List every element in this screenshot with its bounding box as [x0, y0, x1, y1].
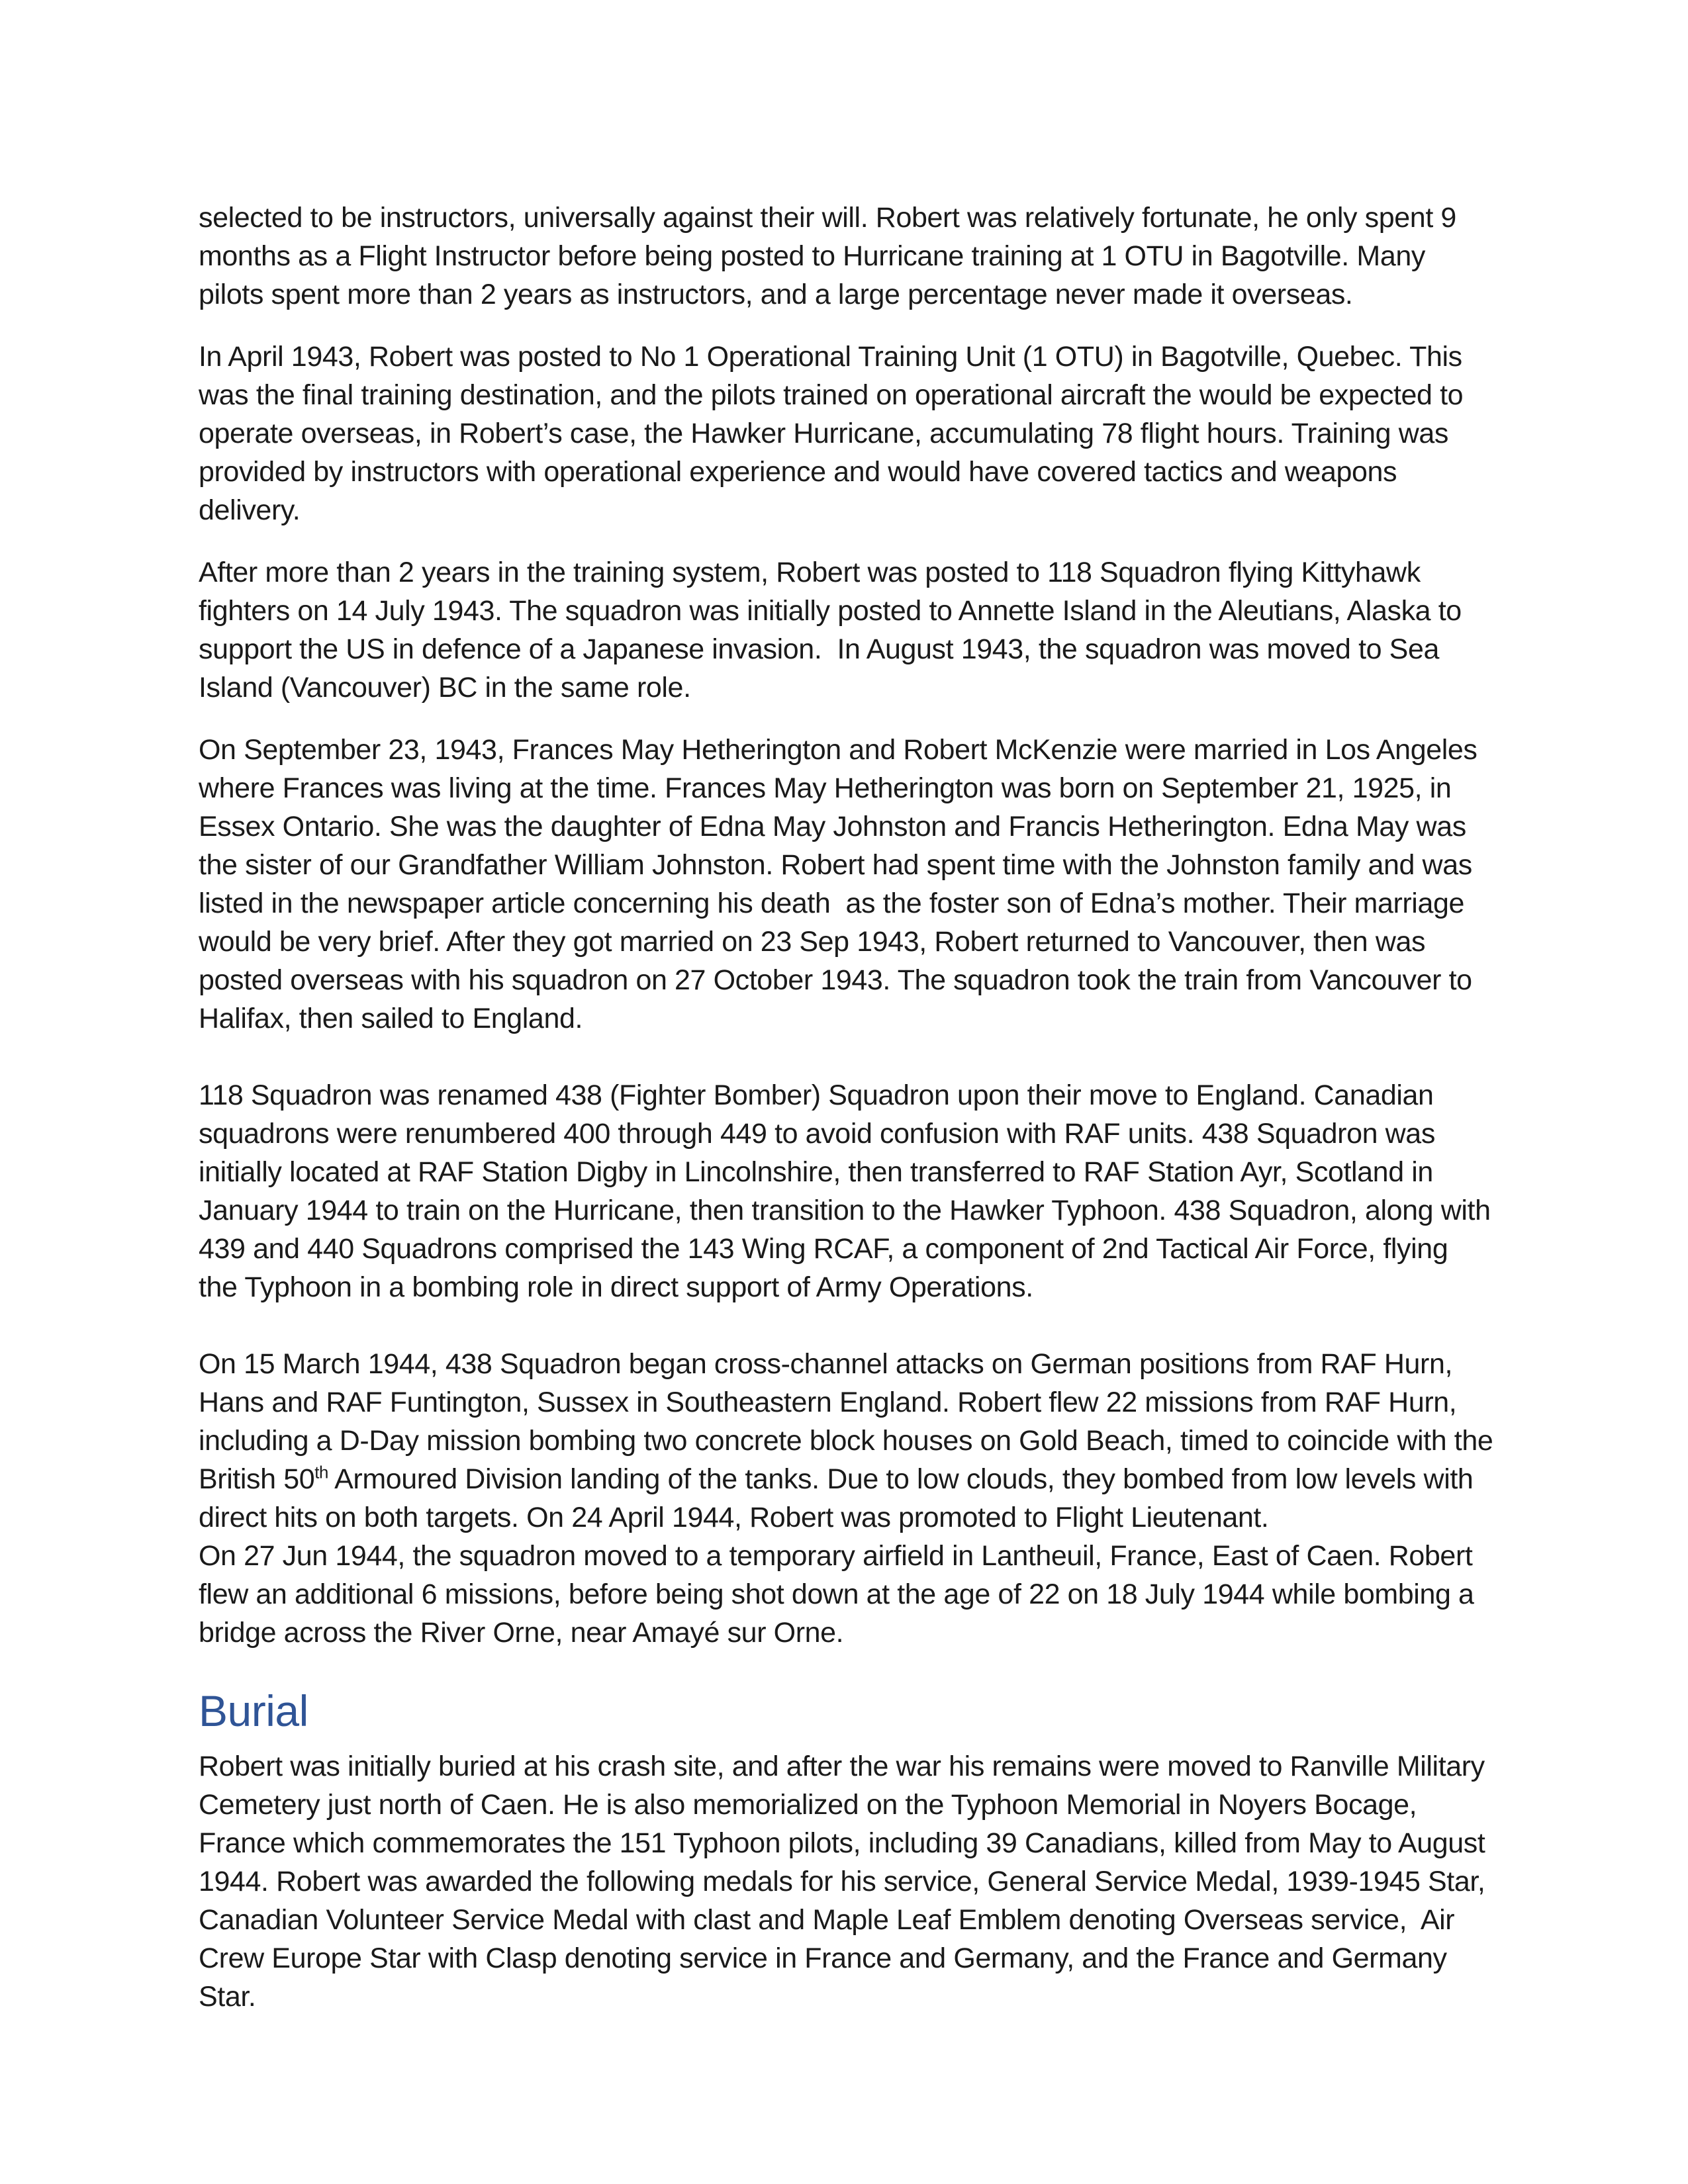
paragraph-combat-missions-part1: On 15 March 1944, 438 Squadron began cross-channel attacks on German positions from RAF Hurn, Hans and RAF Funtington, Sussex in Southeastern England. Robert flew 22 missions from RAF Hurn, including a D-Day mission bombing two concrete block houses on Gold Beach, timed to coincide with the British 50 — [199, 1348, 1501, 1495]
paragraph-combat-missions-part2: Armoured Division landing of the tanks. Due to low clouds, they bombed from low levels with direct hits on both targets. On 24 April 1944, Robert was promoted to Flight Lieutenant. — [199, 1463, 1481, 1533]
paragraph-combat-missions — [199, 1345, 1501, 1652]
page-content — [199, 199, 1501, 2040]
paragraph-instructors: selected to be instructors, universally against their will. Robert was relatively fortunate, he only spent 9 months as a Flight Instructor before being posted to Hurricane training at 1 OTU in Bagotville. Many pilots spent more than 2 years as instructors, and a large percentage never made it overseas. — [199, 202, 1464, 310]
heading-burial: Burial — [199, 1686, 308, 1735]
paragraph-438-squadron-renaming: 118 Squadron was renamed 438 (Fighter Bomber) Squadron upon their move to England. Canadian squadrons were renumbered 400 through 449 to avoid confusion with RAF units. 438 Squadron was initially located at RAF Station Digby in Lincolnshire, then transferred to RAF Station Ayr, Scotland in January 1944 to train on the Hurricane, then transition to the Hawker Typhoon. 438 Squadron, along with 439 and 440 Squadrons comprised the 143 Wing RCAF, a component of 2nd Tactical Air Force, flying the Typhoon in a bombing role in direct support of Army Operations. — [199, 1079, 1499, 1303]
paragraph-marriage: On September 23, 1943, Frances May Hetherington and Robert McKenzie were married in Los Angeles where Frances was living at the time. Frances May Hetherington was born on September 21, 1925, in Essex Ontario. She was the daughter of Edna May Johnston and Francis Hetherington. Edna May was the sister of our Grandfather William Johnston. Robert had spent time with the Johnston family and was listed in the newspaper article concerning his death as the foster son of Edna’s mother. Their marriage would be very brief. After they got married on 23 Sep 1943, Robert returned to Vancouver, then was posted overseas with his squadron on 27 October 1943. The squadron took the train from Vancouver to Halifax, then sailed to England. — [199, 734, 1485, 1034]
ordinal-superscript-th: th — [314, 1463, 328, 1482]
paragraph-burial-and-medals: Robert was initially buried at his crash site, and after the war his remains were moved to Ranville Military Cemetery just north of Caen. He is also memorialized on the Typhoon Memorial in Noyers Bocage, France which commemorates the 151 Typhoon pilots, including 39 Canadians, killed from May to August 1944. Robert was awarded the following medals for his service, General Service Medal, 1939-1945 Star, Canadian Volunteer Service Medal with clast and Maple Leaf Emblem denoting Overseas service, Air Crew Europe Star with Clasp denoting service in France and Germany, and the France and Germany Star. — [199, 1751, 1493, 2013]
paragraph-otu-training: In April 1943, Robert was posted to No 1 Operational Training Unit (1 OTU) in Bagotville, Quebec. This was the final training destination, and the pilots trained on operational aircraft the would be expected to operate overseas, in Robert’s case, the Hawker Hurricane, accumulating 78 flight hours. Training was provided by instructors with operational experience and would have covered tactics and weapons delivery. — [199, 341, 1471, 526]
paragraph-118-squadron-posting: After more than 2 years in the training system, Robert was posted to 118 Squadron flying Kittyhawk fighters on 14 July 1943. The squadron was initially posted to Annette Island in the Aleutians, Alaska to support the US in defence of a Japanese invasion. In August 1943, the squadron was moved to Sea Island (Vancouver) BC in the same role. — [199, 557, 1470, 704]
paragraph-combat-missions-part3: On 27 Jun 1944, the squadron moved to a temporary airfield in Lantheuil, France, East of Caen. Robert flew an additional 6 missions, before being shot down at the age of 22 on 18 July 1944 while bombing a bridge across the River Orne, near Amayé sur Orne. — [199, 1540, 1482, 1649]
